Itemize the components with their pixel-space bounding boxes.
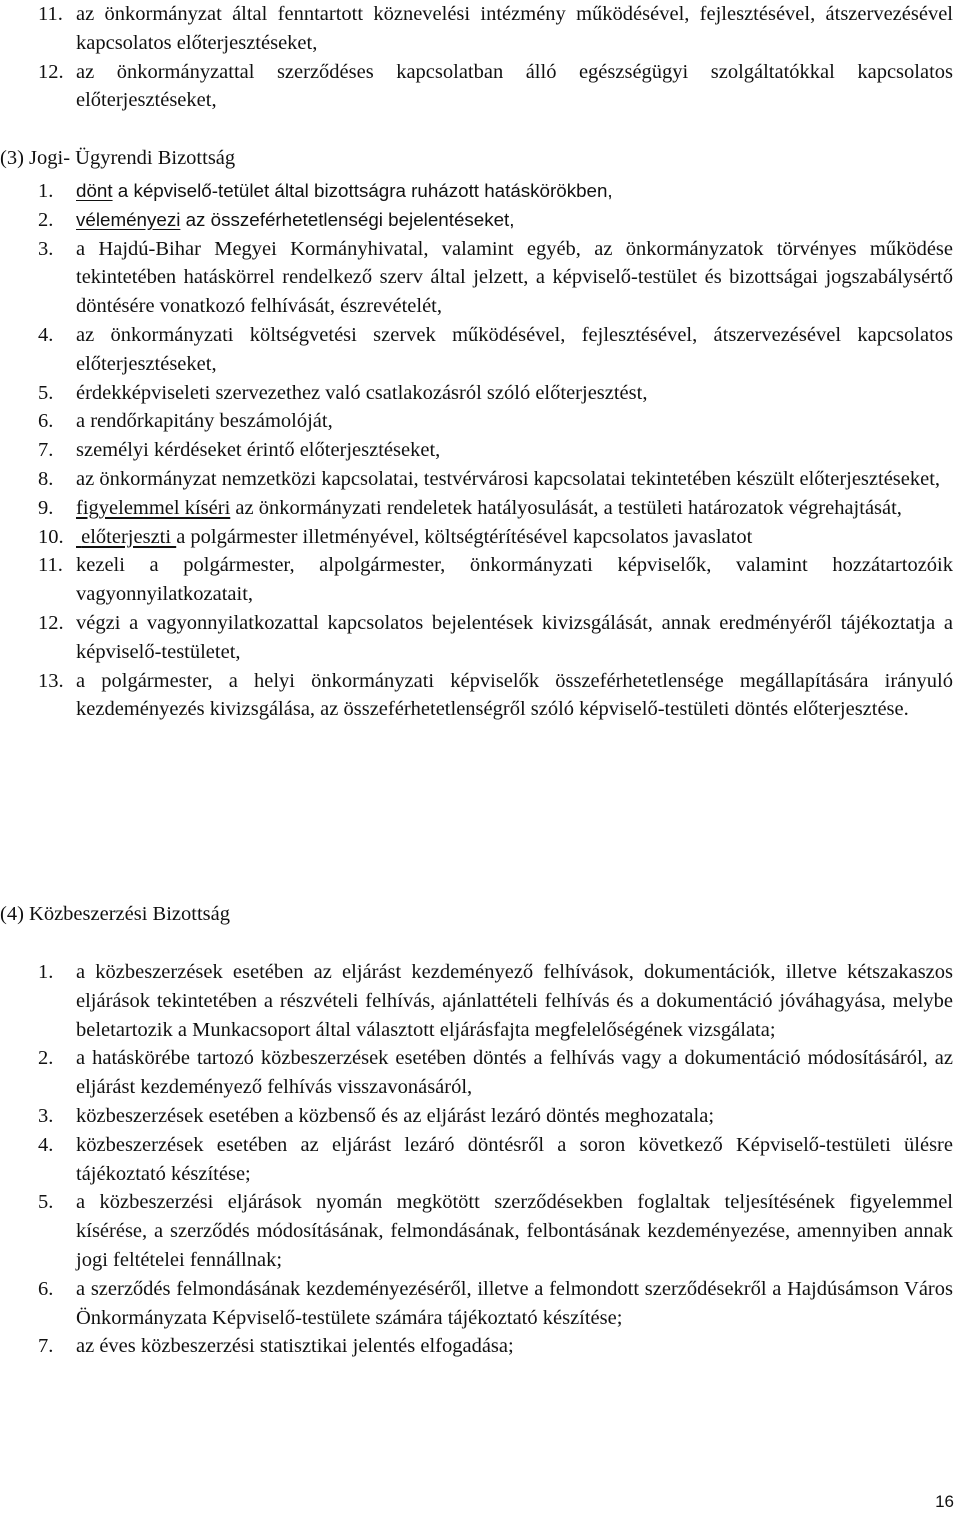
list-item xyxy=(38,58,953,116)
item-text: a hatáskörébe tartozó közbeszerzések esetében döntés a felhívás vagy a dokumentáció módosításáról, az eljárást kezdeményező felhívás visszavonásáról, xyxy=(76,1047,953,1099)
item-text: személyi kérdéseket érintő előterjesztéseket, xyxy=(76,439,441,462)
section4-list xyxy=(38,958,953,1361)
list-item xyxy=(38,523,953,552)
list-item xyxy=(38,1275,953,1333)
list-item xyxy=(38,1131,953,1189)
item-rest: az összeférhetetlenségi bejelentéseket, xyxy=(180,208,515,230)
item-number: 3. xyxy=(38,1104,54,1127)
item-text: a szerződés felmondásának kezdeményezéséről, illetve a felmondott szerződésekről a Hajdúsámson Város Önkormányzata Képviselő-testülete számára tájékoztató készítése; xyxy=(76,1277,953,1329)
list-item xyxy=(38,1102,953,1131)
list-item xyxy=(38,436,953,465)
item-text: a Hajdú-Bihar Megyei Kormányhivatal, valamint egyéb, az önkormányzatok törvényes működése tekintetében hatáskörrel rendelkező szerv által jelzett, a képviselő-testület és bizottságai jogszabálysértő döntésére vonatkozó felhívását, észrevételét, xyxy=(76,237,953,318)
list-item xyxy=(38,667,953,725)
item-number: 2. xyxy=(38,1047,54,1070)
list-item xyxy=(38,235,953,321)
item-number: 11. xyxy=(38,3,63,25)
item-number: 1. xyxy=(38,961,54,983)
item-number: 4. xyxy=(38,323,54,346)
list-item xyxy=(38,206,953,235)
list-item xyxy=(38,0,953,58)
item-text: a közbeszerzési eljárások nyomán megkötött szerződésekben foglaltak teljesítésének figyelemmel kísérése, a szerződés módosításának, felmondásának, felbontásának kezdeményezése, amennyiben annak jogi feltételei fennállnak; xyxy=(76,1191,953,1271)
list-item xyxy=(38,494,953,523)
item-number: 5. xyxy=(38,1191,54,1214)
item-number: 5. xyxy=(38,381,54,404)
section-heading-jogi-ugyrendi: (3) Jogi- Ügyrendi Bizottság xyxy=(0,147,236,169)
item-text: végzi a vagyonnyilatkozattal kapcsolatos bejelentések kivizsgálását, annak eredményéről tájékoztatja a képviselő-testületet, xyxy=(76,611,953,663)
item-number: 6. xyxy=(38,410,54,433)
item-number: 13. xyxy=(38,669,64,692)
item-text: az éves közbeszerzési statisztikai jelentés elfogadása; xyxy=(76,1335,514,1358)
list-item xyxy=(38,465,953,494)
list-item xyxy=(38,177,953,206)
item-text xyxy=(76,523,953,552)
list-item xyxy=(38,609,953,667)
item-number: 12. xyxy=(38,611,64,634)
item-text: a közbeszerzések esetében az eljárást kezdeményező felhívások, dokumentációk, illetve kétszakaszos eljárások tekintetében a részvételi felhívás, ajánlattételi felhívás és a dokumentáció jóváhagyása, melybe beletartozik a Munkacsoport által választott eljárásfajta megfelelőségének vizsgálata; xyxy=(76,961,953,1041)
item-rest: az önkormányzati rendeletek hatályosulását, a testületi határozatok végrehajtását, xyxy=(230,496,902,519)
item-number: 3. xyxy=(38,237,54,260)
list-item xyxy=(38,551,953,609)
item-keyword: figyelemmel kíséri xyxy=(76,496,231,519)
item-text: az önkormányzati költségvetési szervek működésével, fejlesztésével, átszervezésével kapcsolatos előterjesztéseket, xyxy=(76,323,953,375)
item-number: 12. xyxy=(38,60,64,83)
item-text: a polgármester, a helyi önkormányzati képviselők összeférhetetlensége megállapítására irányuló kezdeményezés kivizsgálása, az összeférhetetlenségről szóló képviselő-testületi döntés előterjesztése. xyxy=(76,669,953,721)
item-keyword: előterjeszti xyxy=(76,525,177,548)
item-text: az önkormányzat által fenntartott köznevelési intézmény működésével, fejlesztésével, átszervezésével kapcsolatos előterjesztéseket, xyxy=(76,3,953,54)
list-item xyxy=(38,1188,953,1274)
top-list xyxy=(38,0,953,115)
list-item xyxy=(38,1332,953,1361)
section-heading-kozbeszerzesi: (4) Közbeszerzési Bizottság xyxy=(0,903,230,925)
item-text: közbeszerzések esetében a közbenső és az eljárást lezáró döntés meghozatala; xyxy=(76,1104,715,1127)
item-text: kezeli a polgármester, alpolgármester, önkormányzati képviselők, valamint hozzátartozóik vagyonnyilatkozatait, xyxy=(76,554,953,606)
item-text xyxy=(76,206,953,235)
item-rest: a képviselő-tetület által bizottságra ruházott hatáskörökben, xyxy=(112,180,613,201)
item-text: a rendőrkapitány beszámolóját, xyxy=(76,410,333,433)
item-number: 10. xyxy=(38,525,64,548)
item-number: 9. xyxy=(38,496,54,519)
item-number: 7. xyxy=(38,1335,54,1358)
item-number: 6. xyxy=(38,1277,54,1300)
list-item xyxy=(38,407,953,436)
list-item xyxy=(38,958,953,1044)
list-item xyxy=(38,321,953,379)
item-number: 7. xyxy=(38,439,54,462)
section3-list xyxy=(38,177,953,724)
item-keyword: véleményezi xyxy=(76,208,181,230)
item-number: 8. xyxy=(38,467,54,490)
item-number: 4. xyxy=(38,1133,54,1156)
item-text: az önkormányzattal szerződéses kapcsolatban álló egészségügyi szolgáltatókkal kapcsolatos előterjesztéseket, xyxy=(76,60,953,112)
item-number: 1. xyxy=(38,180,54,202)
item-number: 2. xyxy=(38,208,54,231)
item-rest: a polgármester illetményével, költségtérítésével kapcsolatos javaslatot xyxy=(176,525,753,548)
item-text: közbeszerzések esetében az eljárást lezáró döntésről a soron következő Képviselő-testületi ülésre tájékoztató készítése; xyxy=(76,1133,953,1185)
item-text: az önkormányzat nemzetközi kapcsolatai, testvérvárosi kapcsolatai tekintetében készült előterjesztéseket, xyxy=(76,467,941,490)
list-item xyxy=(38,1044,953,1102)
item-keyword: dönt xyxy=(76,180,113,201)
list-item xyxy=(38,379,953,408)
item-text xyxy=(76,177,953,206)
item-text: érdekképviseleti szervezethez való csatlakozásról szóló előterjesztést, xyxy=(76,381,648,404)
page-number: 16 xyxy=(935,1492,954,1511)
item-text xyxy=(76,494,953,523)
item-number: 11. xyxy=(38,554,63,577)
